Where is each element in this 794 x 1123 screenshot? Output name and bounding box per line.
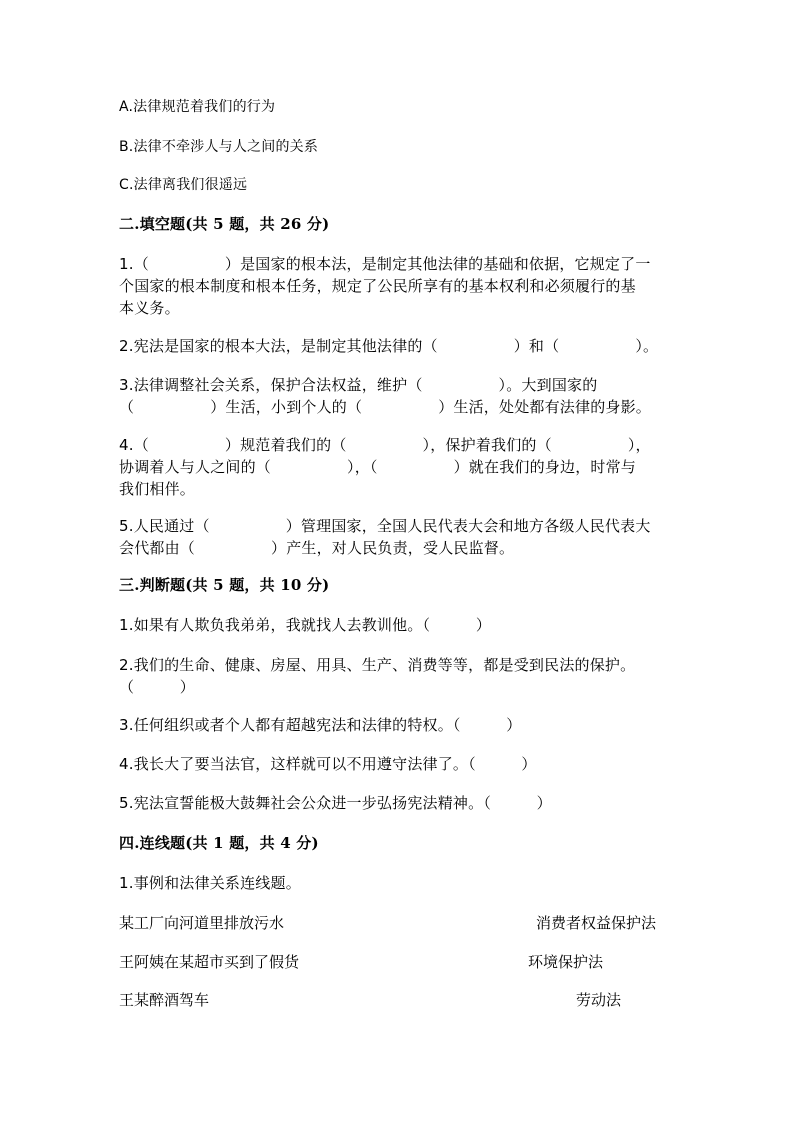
fill-q5-line1: 5.人民通过（ ）管理国家，全国人民代表大会和地方各级人民代表大 — [119, 517, 651, 535]
match-left-item: 王某醉酒驾车 — [119, 991, 210, 1009]
fill-q4-line2: 协调着人与人之间的（ ），（ ）就在我们的身边，时常与 — [119, 458, 637, 476]
tf-q5-line1: 5.宪法宣誓能极大鼓舞社会公众进一步弘扬宪法精神。（ ） — [119, 794, 552, 812]
fill-q1-line1: 1.（ ）是国家的根本法，是制定其他法律的基础和依据，它规定了一 — [119, 255, 651, 273]
option-c: C.法律离我们很遥远 — [119, 177, 248, 193]
fill-q1-line2: 个国家的根本制度和根本任务，规定了公民所享有的基本权利和必须履行的基 — [119, 277, 636, 295]
fill-q4-line3: 我们相伴。 — [119, 480, 196, 498]
fill-q3-line2: （ ）生活，小到个人的（ ）生活，处处都有法律的身影。 — [119, 398, 652, 416]
tf-q2-line2: （ ） — [119, 678, 196, 696]
option-a: A.法律规范着我们的行为 — [119, 99, 276, 115]
tf-q1-line1: 1.如果有人欺负我弟弟，我就找人去教训他。（ ） — [119, 616, 492, 634]
section-title-matching: 四.连线题(共 1 题，共 4 分) — [119, 834, 319, 852]
fill-q1-line3: 本义务。 — [119, 299, 180, 317]
tf-q4-line1: 4.我长大了要当法官，这样就可以不用遵守法律了。（ ） — [119, 755, 537, 773]
section-title-fill-blank: 二.填空题(共 5 题，共 26 分) — [119, 215, 330, 233]
tf-q2-line1: 2.我们的生命、健康、房屋、用具、生产、消费等等，都是受到民法的保护。 — [119, 656, 636, 674]
fill-q4-line1: 4.（ ）规范着我们的（ ），保护着我们的（ ）， — [119, 436, 651, 454]
fill-q3-line1: 3.法律调整社会关系，保护合法权益，维护（ ）。大到国家的 — [119, 376, 598, 394]
match-left-item: 王阿姨在某超市买到了假货 — [119, 953, 300, 971]
section-title-true-false: 三.判断题(共 5 题，共 10 分) — [119, 576, 330, 594]
option-b: B.法律不牵涉人与人之间的关系 — [119, 139, 319, 155]
match-left-item: 某工厂向河道里排放污水 — [119, 914, 285, 932]
fill-q5-line2: 会代都由（ ）产生，对人民负责，受人民监督。 — [119, 539, 515, 557]
match-right-item: 消费者权益保护法 — [536, 914, 657, 932]
match-q1-prompt: 1.事例和法律关系连线题。 — [119, 874, 301, 892]
match-right-item: 环境保护法 — [528, 953, 604, 971]
tf-q3-line1: 3.任何组织或者个人都有超越宪法和法律的特权。（ ） — [119, 716, 522, 734]
match-right-item: 劳动法 — [576, 991, 622, 1009]
fill-q2-line1: 2.宪法是国家的根本大法，是制定其他法律的（ ）和（ ）。 — [119, 337, 659, 355]
